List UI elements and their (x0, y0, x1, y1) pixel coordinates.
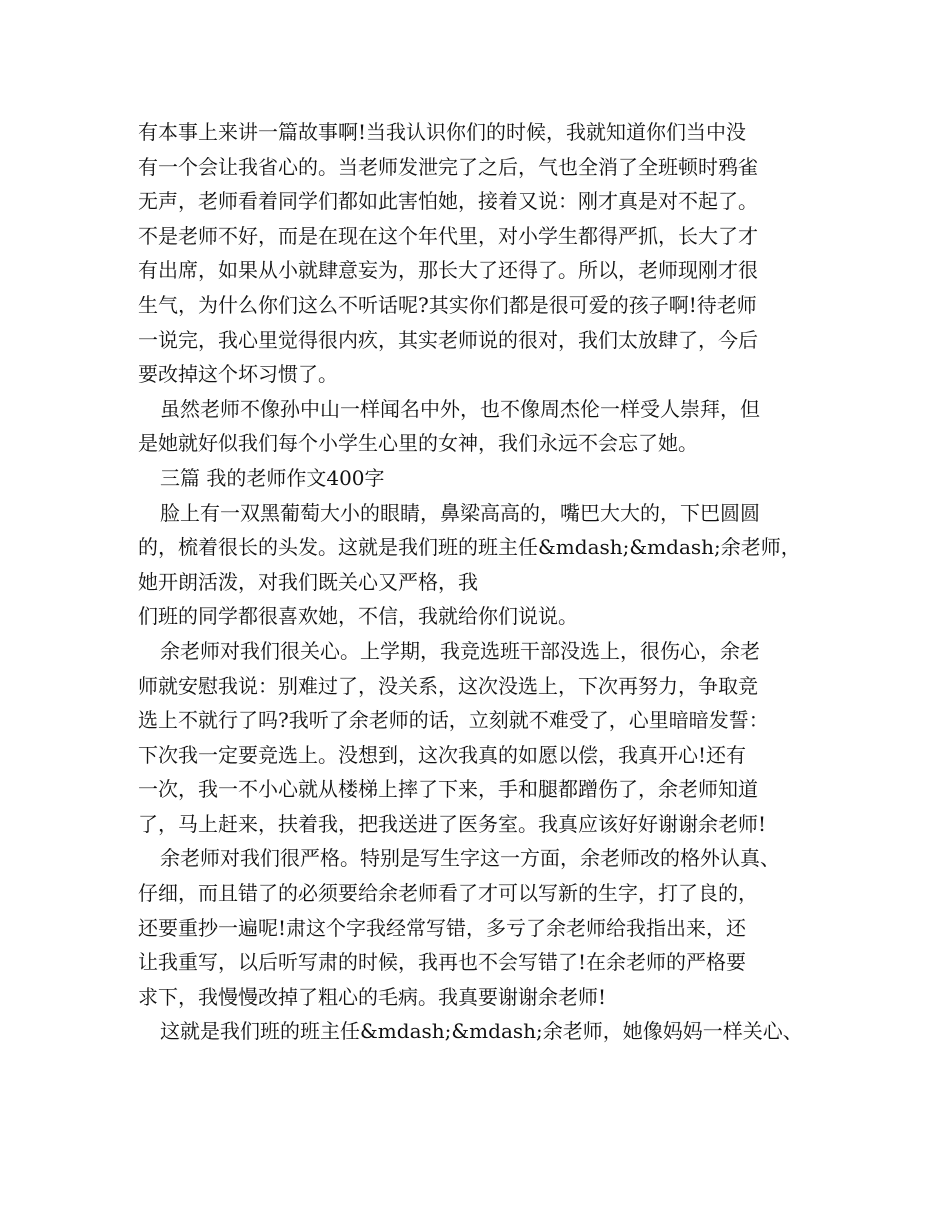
essay-text (138, 115, 828, 1049)
text-line: 无声，老师看着同学们都如此害怕她，接着又说：刚才真是对不起了。 (138, 189, 758, 214)
text-line: 们班的同学都很喜欢她，不信，我就给你们说说。 (138, 604, 578, 629)
text-line: 有本事上来讲一篇故事啊!当我认识你们的时候，我就知道你们当中没 (138, 120, 747, 144)
text-line: 生气，为什么你们这么不听话呢?其实你们都是很可爱的孩子啊!待老师 (138, 292, 757, 317)
text-line: 有出席，如果从小就肆意妄为，那长大了还得了。所以，老师现刚才很 (138, 258, 758, 283)
text-line: 脸上有一双黑葡萄大小的眼睛，鼻梁高高的，嘴巴大大的，下巴圆圆 (160, 500, 760, 525)
text-line: 让我重写，以后听写肃的时候，我再也不会写错了!在余老师的严格要 (138, 950, 747, 975)
text-line: 有一个会让我省心的。当老师发泄完了之后，气也全消了全班顿时鸦雀 (138, 154, 758, 179)
text-line: 余老师对我们很关心。上学期，我竞选班干部没选上，很伤心，余老 (160, 638, 760, 663)
text-line: 一说完，我心里觉得很内疚，其实老师说的很对，我们太放肆了，今后 (138, 327, 758, 352)
text-line: 要改掉这个坏习惯了。 (138, 362, 338, 387)
text-line: 她开朗活泼，对我们既关心又严格，我 (138, 569, 478, 594)
text-line: 这就是我们班的班主任&mdash;&mdash;余老师，她像妈妈一样关心、 (160, 1019, 803, 1044)
text-line: 求下，我慢慢改掉了粗心的毛病。我真要谢谢余老师! (138, 984, 607, 1009)
text-line: 师就安慰我说：别难过了，没关系，这次没选上，下次再努力，争取竞 (138, 673, 758, 698)
text-line: 下次我一定要竞选上。没想到，这次我真的如愿以偿，我真开心!还有 (138, 742, 747, 767)
text-line: 是她就好似我们每个小学生心里的女神，我们永远不会忘了她。 (138, 431, 698, 456)
text-line: 还要重抄一遍呢!肃这个字我经常写错，多亏了余老师给我指出来，还 (138, 915, 747, 940)
text-line: 余老师对我们很严格。特别是写生字这一方面，余老师改的格外认真、 (160, 846, 780, 871)
text-line: 不是老师不好，而是在现在这个年代里，对小学生都得严抓，长大了才 (138, 223, 758, 248)
text-line: 一次，我一不小心就从楼梯上摔了下来，手和腿都蹭伤了，余老师知道 (138, 777, 758, 802)
text-line: 选上不就行了吗?我听了余老师的话，立刻就不难受了，心里暗暗发誓： (138, 708, 769, 733)
text-line: 三篇 我的老师作文400字 (160, 465, 385, 490)
text-line: 的，梳着很长的头发。这就是我们班的班主任&mdash;&mdash;余老师， (138, 535, 801, 560)
text-line: 仔细，而且错了的必须要给余老师看了才可以写新的生字，打了良的， (138, 881, 758, 906)
text-line: 虽然老师不像孙中山一样闻名中外，也不像周杰伦一样受人崇拜，但 (160, 396, 760, 421)
text-line: 了，马上赶来，扶着我，把我送进了医务室。我真应该好好谢谢余老师! (138, 811, 767, 836)
